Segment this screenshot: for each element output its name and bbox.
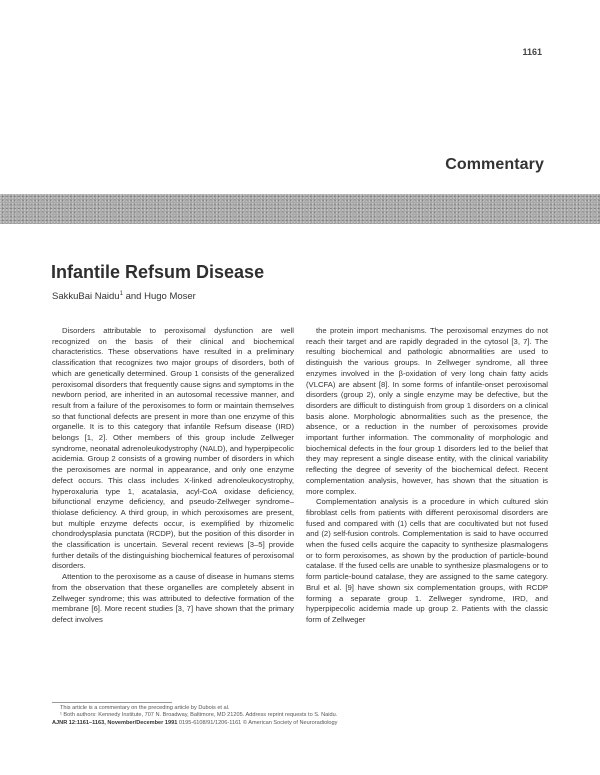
author-1: SakkuBai Naidu (52, 291, 120, 303)
footnote-divider (52, 702, 172, 703)
paragraph: Disorders attributable to peroxisomal dysfunction are well recognized on the basis of their clinical and biochemical characteristics. These observations have resulted in a preliminary classification that recognizes two major groups of disorders, both of which are genetically determined. Group 1 consists of the generalized peroxisomal disorders that frequently cause signs and symptoms in the newborn period, are inherited in an autosomal recessive manner, and result from a failure of the peroxisomes to form or maintain themselves so that functional defects are present in more than one enzyme of this organelle. It is to this category that infantile Refsum disease (IRD) belongs [1, 2]. Other members of this group include Zellweger syndrome, neonatal adrenoleukodystrophy (NALD), and hyperpipecolic acidemia. Group 2 consists of a growing number of disorders in which the peroxisomes are normal in appearance, and only one enzyme defect occurs. This class includes X-linked adrenoleukocystrophy, hyperoxaluria type 1, acatalasia, acyl-CoA oxidase deficiency, bifunctional enzyme deficiency, and pseudo-Zellweger syndrome–thiolase deficiency. A third group, in which peroxisomes are present, but multiple enzyme defects occur, is exemplified by rhizomelic chondrodysplasia punctata (RCDP), but the position of this disorder in the classification is uncertain. Several recent reviews [3–5] provide further details of the distinguishing biochemical features of peroxisomal disorders. (52, 326, 294, 571)
paragraph: Complementation analysis is a procedure in which cultured skin fibroblast cells from patients with different peroxisomal disorders are fused and compared with (1) cells that are cocultivated but not fused and (2) self-fusion controls. Complementation is said to have occurred when the fused cells acquire the capacity to synthesize plasmalogens or to form peroxisomes, as shown by the production of particle-bound catalase. If the fused cells are unable to synthesize plasmalogens or to form particle-bound catalase, they are assigned to the same category. Brul et al. [9] have shown six complementation groups, with RCDP forming a separate group 1. Zellweger syndrome, IRD, and hyperpipecolic acidemia made up group 2. Patients with the classic form of Zellweger (306, 497, 548, 624)
left-column (52, 326, 294, 626)
citation-details: 0195-6108/91/1206-1161 © American Society of Neuroradiology (177, 720, 338, 726)
journal-citation (52, 720, 337, 726)
right-column (306, 326, 548, 626)
page-number: 1161 (522, 47, 542, 57)
footnote-affiliation: ¹ Both authors: Kennedy Institute, 707 N. Broadway, Baltimore, MD 21205. Address reprint requests to S. Naidu. (60, 712, 338, 718)
author-2: Hugo Moser (144, 291, 196, 303)
paragraph: Attention to the peroxisome as a cause of disease in humans stems from the observation that these organelles are completely absent in Zellweger syndrome; this was attributed to defective formation of the membrane [6]. More recent studies [3, 7] have shown that the primary defect involves (52, 572, 294, 624)
paragraph: the protein import mechanisms. The peroxisomal enzymes do not reach their target and are rapidly degraded in the cytosol [3, 7]. The resulting biochemical and pathologic abnormalities are used to distinguish the various groups. In Zellweger syndrome, all three enzymes involved in the β-oxidation of very long chain fatty acids (VLCFA) are absent [8]. In some forms of infantile-onset peroxisomal disorders (group 2), only a single enzyme may be defective, but the disorders are difficult to distinguish from group 1 disorders on a clinical basis alone. Morphologic abnormalities such as the presence, the absence, or a reduction in the number of peroxisomes provide important further information. The commonality of morphologic and biochemical defects in the four group 1 disorders led to the belief that they may represent a single disease entity, with the clinical variability reflecting the degree of severity of the biochemical defect. Recent complementation analysis, however, has shown that the situation is more complex. (306, 326, 548, 496)
authors (52, 291, 196, 302)
article-title: Infantile Refsum Disease (51, 262, 265, 282)
author-affiliation-mark: 1 (119, 291, 123, 297)
citation-journal: AJNR 12:1161–1163, November/December 1991 (52, 720, 178, 726)
footnote-commentary-note: This article is a commentary on the preceding article by Dubois et al. (60, 705, 230, 711)
section-label: Commentary (445, 156, 544, 173)
header-band (0, 194, 600, 224)
author-separator: and (122, 291, 145, 303)
